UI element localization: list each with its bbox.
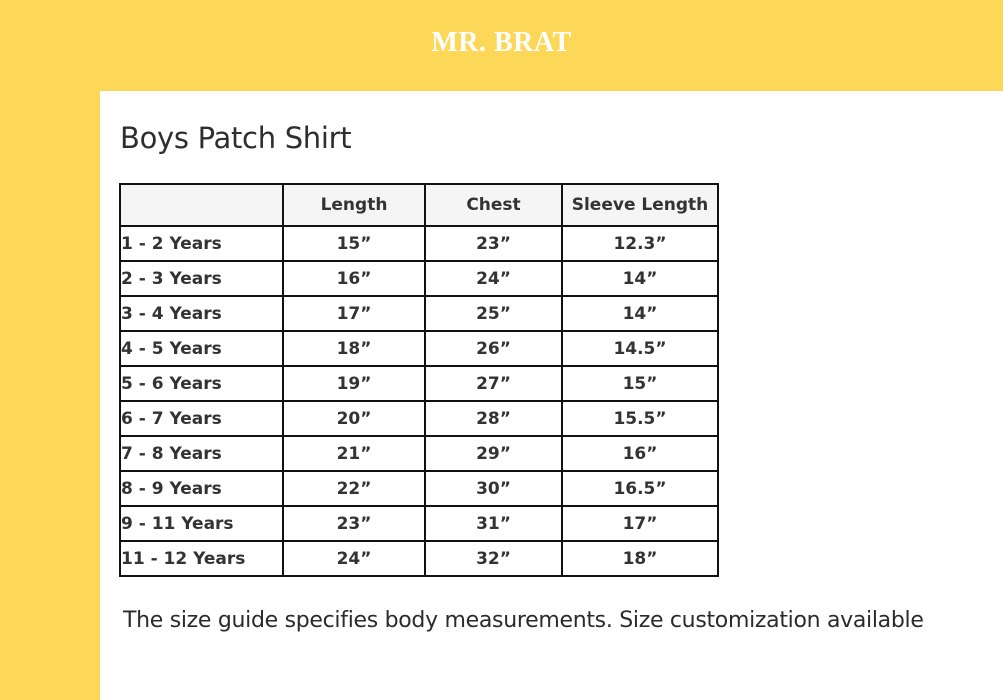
size-guide-note: The size guide specifies body measurements. Size customization available [123, 608, 924, 633]
sleeve-length-cell: 15” [562, 366, 718, 401]
table-row [120, 226, 718, 261]
product-title: Boys Patch Shirt [120, 121, 352, 155]
chest-cell: 32” [425, 541, 562, 576]
table-row [120, 366, 718, 401]
sleeve-length-cell: 15.5” [562, 401, 718, 436]
age-cell: 11 - 12 Years [120, 541, 283, 576]
age-cell: 8 - 9 Years [120, 471, 283, 506]
age-cell: 7 - 8 Years [120, 436, 283, 471]
age-cell: 4 - 5 Years [120, 331, 283, 366]
table-row [120, 296, 718, 331]
header-sleeve-length: Sleeve Length [562, 184, 718, 226]
sleeve-length-cell: 14” [562, 261, 718, 296]
length-cell: 15” [283, 226, 425, 261]
sleeve-length-cell: 18” [562, 541, 718, 576]
sleeve-length-cell: 14.5” [562, 331, 718, 366]
sleeve-length-cell: 12.3” [562, 226, 718, 261]
length-cell: 16” [283, 261, 425, 296]
chest-cell: 25” [425, 296, 562, 331]
chest-cell: 29” [425, 436, 562, 471]
length-cell: 21” [283, 436, 425, 471]
table-row [120, 506, 718, 541]
chest-cell: 30” [425, 471, 562, 506]
table-row [120, 436, 718, 471]
brand-logo: MR. BRAT [431, 27, 572, 58]
age-cell: 5 - 6 Years [120, 366, 283, 401]
chest-cell: 28” [425, 401, 562, 436]
table-row [120, 471, 718, 506]
chest-cell: 31” [425, 506, 562, 541]
size-chart-table [119, 183, 719, 577]
header-empty [120, 184, 283, 226]
header-length: Length [283, 184, 425, 226]
table-row [120, 541, 718, 576]
table-row [120, 261, 718, 296]
table-header-row [120, 184, 718, 226]
age-cell: 1 - 2 Years [120, 226, 283, 261]
header-chest: Chest [425, 184, 562, 226]
chest-cell: 26” [425, 331, 562, 366]
sleeve-length-cell: 16” [562, 436, 718, 471]
chest-cell: 23” [425, 226, 562, 261]
length-cell: 22” [283, 471, 425, 506]
length-cell: 23” [283, 506, 425, 541]
chest-cell: 27” [425, 366, 562, 401]
sleeve-length-cell: 17” [562, 506, 718, 541]
length-cell: 24” [283, 541, 425, 576]
length-cell: 20” [283, 401, 425, 436]
length-cell: 18” [283, 331, 425, 366]
age-cell: 3 - 4 Years [120, 296, 283, 331]
content-panel [100, 91, 1003, 700]
table-row [120, 401, 718, 436]
table-row [120, 331, 718, 366]
length-cell: 19” [283, 366, 425, 401]
brand-header [0, 0, 1003, 91]
age-cell: 2 - 3 Years [120, 261, 283, 296]
sleeve-length-cell: 16.5” [562, 471, 718, 506]
age-cell: 9 - 11 Years [120, 506, 283, 541]
chest-cell: 24” [425, 261, 562, 296]
sleeve-length-cell: 14” [562, 296, 718, 331]
length-cell: 17” [283, 296, 425, 331]
age-cell: 6 - 7 Years [120, 401, 283, 436]
